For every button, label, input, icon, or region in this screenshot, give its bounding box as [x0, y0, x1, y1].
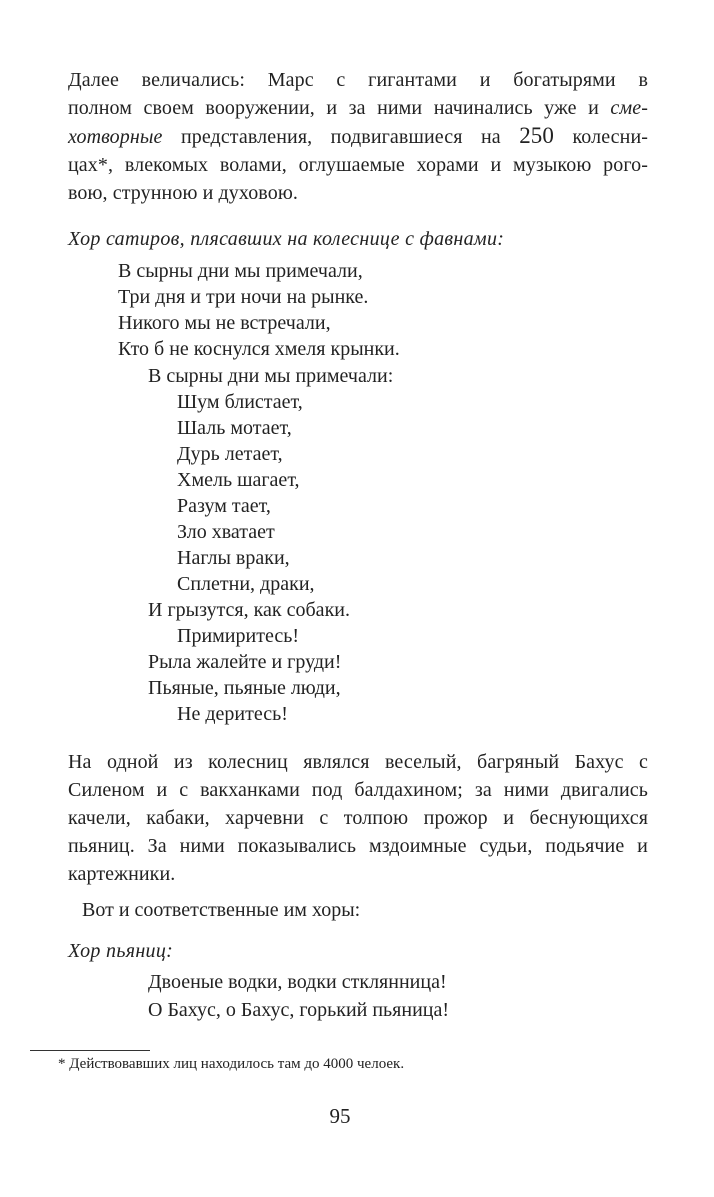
paragraph-1-italic-word-1: сме-	[610, 97, 648, 119]
paragraph-1-line-4: цах*, влекомых волами, оглушаемые хорами и музыкою рого-	[68, 154, 648, 176]
verse-line: Хмель шагает,	[177, 469, 300, 491]
verse-line: Зло хватает	[177, 521, 275, 543]
verse-line: В сырны дни мы примечали,	[118, 260, 363, 282]
paragraph-2-line-3: качели, кабаки, харчевни с толпою прожор и беснующихся	[68, 807, 648, 829]
verse-line: Разум тает,	[177, 495, 271, 517]
verse-line: Кто б не коснулся хмеля крынки.	[118, 338, 400, 360]
paragraph-1-line-3	[68, 122, 648, 151]
verse-line: Пьяные, пьяные люди,	[148, 677, 341, 699]
verse-line: Рыла жалейте и груди!	[148, 651, 342, 673]
paragraph-1-number: 250	[519, 123, 555, 148]
paragraph-2-line-2: Силеном и с вакханками под балдахином; за ними двигались	[68, 779, 648, 801]
paragraph-2-line-5: картежники.	[68, 863, 176, 885]
verse-line: В сырны дни мы примечали:	[148, 365, 394, 387]
paragraph-1-line-2-text: полном своем вооружении, и за ними начинались уже и	[68, 97, 611, 119]
paragraph-1-line-1: Далее величались: Марс с гигантами и богатырями в	[68, 69, 648, 91]
chorus-2-title: Хор пьяниц:	[68, 940, 174, 962]
verse-line: Шаль мотает,	[177, 417, 292, 439]
paragraph-1-line-3-text: представления, подвигавшиеся на	[162, 126, 520, 148]
verse-line: Дурь летает,	[177, 443, 283, 465]
footnote: * Действовавших лиц находилось там до 4000 челоек.	[58, 1056, 405, 1072]
verse-line: Не деритесь!	[177, 703, 288, 725]
paragraph-1-line-3-end: колесни-	[554, 126, 649, 148]
paragraph-1-italic-word-2: хотворные	[68, 126, 163, 148]
verse-line: Три дня и три ночи на рынке.	[118, 286, 369, 308]
paragraph-1-line-5: вою, струнною и духовою.	[68, 182, 298, 204]
verse-line: Двоеные водки, водки стклянница!	[148, 971, 447, 993]
paragraph-2-line-4: пьяниц. За ними показывались мздоимные судьи, подьячие и	[68, 835, 648, 857]
verse-line: Никого мы не встречали,	[118, 312, 331, 334]
intro-line: Вот и соответственные им хоры:	[82, 899, 361, 921]
paragraph-1	[68, 66, 648, 207]
verse-line: Сплетни, драки,	[177, 573, 315, 595]
chorus-1-title: Хор сатиров, плясавших на колеснице с фавнами:	[68, 228, 505, 250]
paragraph-2-line-1: На одной из колесниц являлся веселый, багряный Бахус с	[68, 751, 648, 773]
verse-line: О Бахус, о Бахус, горький пьяница!	[148, 999, 450, 1021]
paragraph-2	[68, 748, 648, 888]
verse-line: И грызутся, как собаки.	[148, 599, 350, 621]
paragraph-1-line-2	[68, 94, 648, 122]
verse-line: Примиритесь!	[177, 625, 299, 647]
footnote-divider	[30, 1050, 150, 1051]
verse-line: Шум блистает,	[177, 391, 303, 413]
page-number: 95	[329, 1104, 351, 1128]
verse-line: Наглы враки,	[177, 547, 290, 569]
